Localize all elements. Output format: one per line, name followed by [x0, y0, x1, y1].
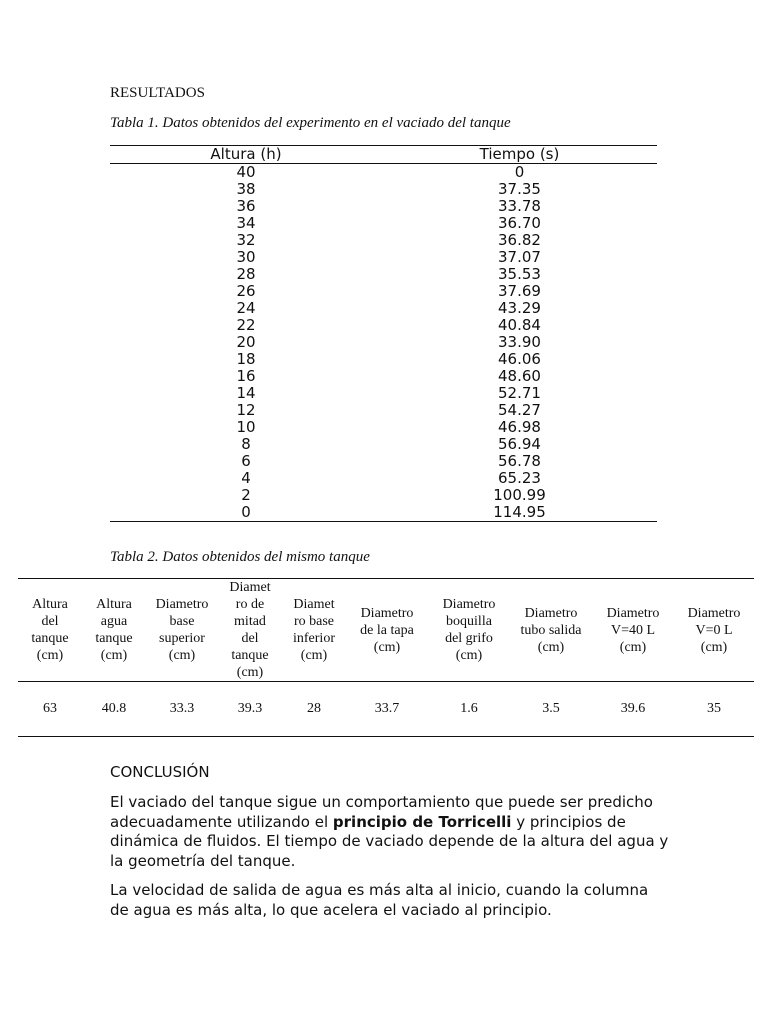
table-2-value-cell: 33.7	[346, 682, 428, 737]
table-1	[110, 145, 657, 522]
table-2-header-cell	[146, 579, 218, 682]
table-2-header-cell	[592, 579, 674, 682]
table-1-cell-altura: 6	[241, 452, 251, 470]
table-2-header-label: Altura agua tanque (cm)	[95, 597, 133, 663]
conclusion-heading: CONCLUSIÓN	[110, 763, 210, 781]
table-1-cell-tiempo: 65.23	[498, 469, 541, 487]
table-2-header-label: Diametro de la tapa (cm)	[360, 605, 414, 655]
table-1-cell-tiempo: 33.90	[498, 333, 541, 351]
table-1-row	[110, 402, 657, 419]
table-1-row	[110, 436, 657, 453]
table-2-header-cell	[346, 579, 428, 682]
table-2-header-cell	[218, 579, 282, 682]
table-2-value-cell: 63	[18, 682, 82, 737]
table-1-cell-altura: 22	[236, 316, 256, 334]
table-2-value-cell: 1.6	[428, 682, 510, 737]
table-1-row	[110, 215, 657, 232]
table-2-value-cell: 39.6	[592, 682, 674, 737]
table-1-cell-altura: 20	[236, 333, 256, 351]
conclusion-p1-text-start: El vaciado del tanque sigue un comportamiento que puede ser predicho adecuadamente utilizando el	[110, 793, 653, 831]
table-1-cell-altura: 8	[241, 435, 251, 453]
table-1-row	[110, 249, 657, 266]
table-2-value-cell: 28	[282, 682, 346, 737]
table-1-cell-tiempo: 37.35	[498, 180, 541, 198]
table-2-header-label: Altura del tanque (cm)	[31, 597, 69, 663]
table-1-row	[110, 470, 657, 487]
table-2-value-cell: 3.5	[510, 682, 592, 737]
table-1-row	[110, 334, 657, 351]
torricelli-bold-text: principio de Torricelli	[332, 812, 512, 831]
table-1-cell-tiempo: 46.06	[498, 350, 541, 368]
table-2-value-cell: 40.8	[82, 682, 146, 737]
table-2-header-label: Diamet ro de mitad del tanque (cm)	[229, 580, 271, 680]
table-1-cell-altura: 26	[236, 282, 256, 300]
table-2	[18, 578, 754, 737]
table-1-cell-altura: 34	[236, 214, 256, 232]
table-1-cell-tiempo: 0	[514, 163, 525, 181]
table-1-cell-altura: 28	[236, 265, 256, 283]
table-1-cell-tiempo: 36.70	[498, 214, 541, 232]
table-1-row	[110, 504, 657, 522]
table-1-cell-altura: 16	[236, 367, 256, 385]
table-1-row	[110, 351, 657, 368]
table-1-cell-altura: 32	[236, 231, 256, 249]
table-2-value-cell: 33.3	[146, 682, 218, 737]
table-1-row	[110, 300, 657, 317]
table-1-row	[110, 385, 657, 402]
table-1-cell-altura: 40	[236, 163, 256, 181]
conclusion-paragraph-1	[110, 793, 670, 871]
table-1-row	[110, 283, 657, 300]
table-1-body	[110, 164, 657, 522]
table-1-cell-tiempo: 56.94	[498, 435, 541, 453]
table-1-caption: Tabla 1. Datos obtenidos del experimento en el vaciado del tanque	[110, 115, 511, 131]
table-1-cell-altura: 0	[110, 504, 382, 522]
table-1-cell-altura: 30	[236, 248, 256, 266]
table-1-row	[110, 317, 657, 334]
table-1-cell-tiempo: 56.78	[498, 452, 541, 470]
table-1-cell-tiempo: 37.69	[498, 282, 541, 300]
table-2-header-cell	[82, 579, 146, 682]
table-1-cell-altura: 12	[236, 401, 256, 419]
conclusion-paragraph-2: La velocidad de salida de agua es más alta al inicio, cuando la columna de agua es más alta, lo que acelera el vaciado al principio.	[110, 881, 649, 919]
table-2-value-cell: 35	[674, 682, 754, 737]
table-1-row	[110, 164, 657, 182]
table-2-header-label: Diametro V=0 L (cm)	[687, 605, 741, 655]
table-1-cell-altura: 18	[236, 350, 256, 368]
table-1-cell-tiempo: 52.71	[498, 384, 541, 402]
results-heading: RESULTADOS	[110, 85, 205, 101]
table-2-header-label: Diamet ro base inferior (cm)	[293, 597, 335, 663]
table-1-header-row	[110, 146, 657, 164]
table-2-header-label: Diametro base superior (cm)	[155, 597, 209, 663]
table-2-caption: Tabla 2. Datos obtenidos del mismo tanque	[110, 549, 370, 565]
table-1-cell-tiempo: 43.29	[498, 299, 541, 317]
table-1-row	[110, 198, 657, 215]
table-1-row	[110, 487, 657, 504]
table-1-cell-tiempo: 100.99	[493, 486, 546, 504]
table-1-cell-altura: 10	[236, 418, 256, 436]
conclusion-p1-text-end: y principios de dinámica de fluidos. El tiempo de vaciado depende de la altura del agua y la geometría del tanque.	[110, 812, 669, 870]
table-2-header-label: Diametro tubo salida (cm)	[520, 605, 582, 655]
table-2-value-cell: 39.3	[218, 682, 282, 737]
table-1-cell-tiempo: 33.78	[498, 197, 541, 215]
table-1-cell-tiempo: 114.95	[382, 504, 657, 522]
table-2-header-cell	[282, 579, 346, 682]
table-2-header-cell	[510, 579, 592, 682]
table-1-cell-altura: 24	[236, 299, 256, 317]
table-2-header-cell	[428, 579, 510, 682]
table-1-header-altura: Altura (h)	[110, 146, 382, 164]
table-1-cell-tiempo: 35.53	[498, 265, 541, 283]
table-1-cell-altura: 38	[236, 180, 256, 198]
table-2-values-row	[18, 682, 754, 737]
table-1-cell-tiempo: 40.84	[498, 316, 541, 334]
table-2-header-label: Diametro boquilla del grifo (cm)	[442, 597, 496, 663]
table-1-row	[110, 181, 657, 198]
table-1-cell-altura: 4	[241, 469, 251, 487]
table-1-cell-tiempo: 48.60	[498, 367, 541, 385]
table-1-row	[110, 419, 657, 436]
table-1-row	[110, 368, 657, 385]
table-1-row	[110, 232, 657, 249]
table-2-header-cell	[18, 579, 82, 682]
table-1-row	[110, 453, 657, 470]
table-1-cell-altura: 14	[236, 384, 256, 402]
table-1-row	[110, 266, 657, 283]
table-2-header-row	[18, 579, 754, 682]
table-2-header-label: Diametro V=40 L (cm)	[606, 605, 660, 655]
table-1-cell-tiempo: 54.27	[498, 401, 541, 419]
table-1-cell-tiempo: 36.82	[498, 231, 541, 249]
table-2-header-cell	[674, 579, 754, 682]
table-1-header-tiempo: Tiempo (s)	[382, 146, 657, 164]
table-1-cell-tiempo: 37.07	[498, 248, 541, 266]
table-1-cell-tiempo: 46.98	[498, 418, 541, 436]
table-1-cell-altura: 2	[241, 486, 251, 504]
table-1-cell-altura: 36	[236, 197, 256, 215]
